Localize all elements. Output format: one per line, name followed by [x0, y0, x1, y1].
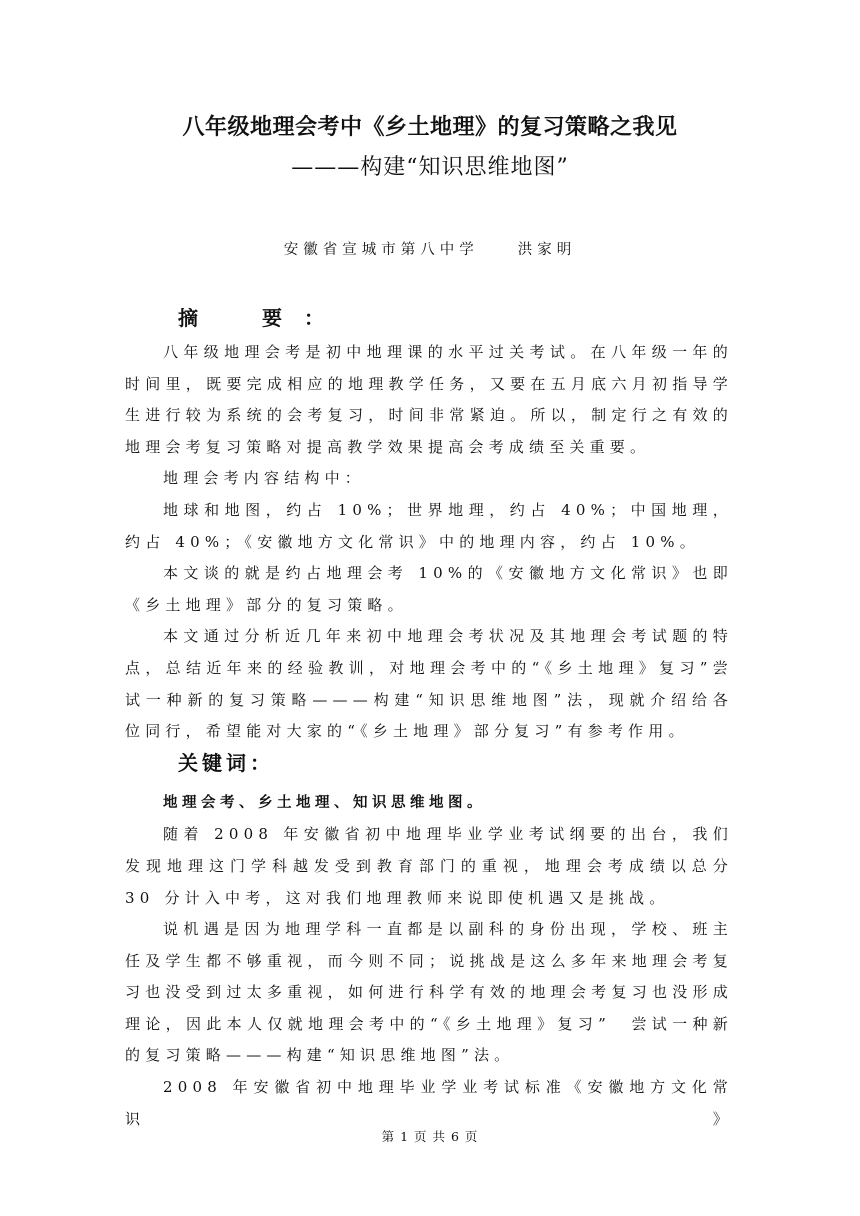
- body-paragraph: 说机遇是因为地理学科一直都是以副科的身份出现，学校、班主任及学生都不够重视，而今则不同；说挑战是这么多年来地理会考复习也没受到过太多重视，如何进行科学有效的地理会考复习也没形成理论，因此本人仅就地理会考中的“《乡土地理》复习” 尝试一种新的复习策略———构建“知识思维地图”法。: [125, 920, 733, 1065]
- document-subtitle: ———构建“知识思维地图”: [291, 155, 569, 180]
- abstract-heading: 摘 要：: [178, 306, 346, 330]
- keywords-heading: 关键词：: [178, 751, 274, 775]
- abstract-paragraph: 八年级地理会考是初中地理课的水平过关考试。在八年级一年的时间里，既要完成相应的地理教学任务，又要在五月底六月初指导学生进行较为系统的会考复习，时间非常紧迫。所以，制定行之有效的地理会考复习策略对提高教学效果提高会考成绩至关重要。: [125, 343, 733, 456]
- abstract-paragraph: 地理会考内容结构中：: [163, 469, 366, 488]
- body-paragraph: 2008 年安徽省初中地理毕业学业考试标准《安徽地方文化常识》: [125, 1078, 733, 1128]
- document-body: [125, 337, 733, 1135]
- page-footer: 第 1 页 共 6 页: [381, 1129, 479, 1144]
- abstract-paragraph: 地球和地图，约占 10%；世界地理，约占 40%；中国地理，约占 40%；《安徽地方文化常识》中的地理内容，约占 10%。: [125, 500, 733, 551]
- keywords-text: 地理会考、乡土地理、知识思维地图。: [163, 794, 486, 811]
- author-line: 安徽省宣城市第八中学 洪家明: [283, 242, 577, 258]
- abstract-paragraph: 本文通过分析近几年来初中地理会考状况及其地理会考试题的特点，总结近年来的经验教训，对地理会考中的“《乡土地理》复习”尝试一种新的复习策略———构建“知识思维地图”法，现就介绍给各位同行，希望能对大家的“《乡土地理》部分复习”有参考作用。: [125, 627, 733, 741]
- abstract-paragraph: 本文谈的就是约占地理会考 10%的《安徽地方文化常识》也即《乡土地理》部分的复习策略。: [125, 564, 733, 614]
- document-title: 八年级地理会考中《乡土地理》的复习策略之我见: [182, 115, 678, 140]
- body-paragraph: 随着 2008 年安徽省初中地理毕业学业考试纲要的出台，我们发现地理这门学科越发受到教育部门的重视，地理会考成绩以总分 30 分计入中考，这对我们地理教师来说即使机遇又是挑战。: [125, 825, 733, 907]
